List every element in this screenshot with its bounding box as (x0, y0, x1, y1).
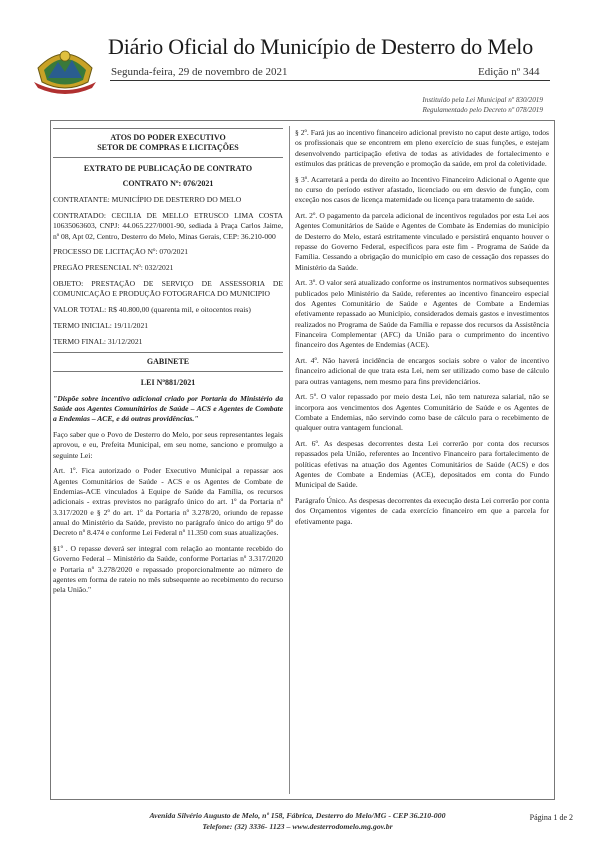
article-5: Art. 5º. O valor repassado por meio desta Lei, não tem natureza salarial, não se incorpora aos vencimentos dos Agentes Comunitário de Saúde e os Agentes de Combate a Endemias, não servindo como base de cálculo para o recebimento de qualquer outra vantagem funcional. (295, 392, 549, 433)
municipal-coat-of-arms-logo (30, 38, 100, 96)
law-preamble: Faço saber que o Povo de Desterro do Melo, por seus representantes legais aprovou, e eu, Prefeita Municipal, em seu nome, sanciono e promulgo a seguinte Lei: (53, 429, 283, 460)
regulation-decree-line: Regulamentado pelo Decreto nº 078/2019 (422, 106, 543, 114)
article-2: Art. 2º. O pagamento da parcela adicional de incentivos regulados por esta Lei aos Agentes Comunitários de Saúde e Agentes de Combate às Endemias do município de Desterro do Melo, estará estritamente vinculado e persistirá enquanto houver o repasse do Governo Federal, específicos para este fim - Programa de Saúde da Família. Cessando a obrigação do município em caso de cessação dos repasses do Ministério da Saúde. (295, 211, 549, 272)
gazette-title: Diário Oficial do Município de Desterro do Melo (108, 34, 533, 59)
contract-number: CONTRATO Nº: 076/2021 (122, 179, 214, 189)
start-term: TERMO INICIAL: 19/11/2021 (53, 320, 149, 330)
extract-title: EXTRATO DE PUBLICAÇÃO DE CONTRATO (83, 163, 253, 173)
auction-number: PREGÃO PRESENCIAL Nº: 032/2021 (53, 263, 174, 273)
end-term: TERMO FINAL: 31/12/2021 (53, 336, 143, 346)
sole-paragraph: Parágrafo Único. As despesas decorrentes da execução desta Lei correrão por conta dos Orçamentos vigentes de cada exercício financeiro em que a parcela for efetivamente paga. (295, 496, 549, 526)
article-3: Art. 3º. O valor será atualizado conforme os instrumentos normativos subsequentes publicados pelo Ministério da Saúde, referentes ao incentivo financeiro especial dos Agentes Comunitário de Saúde e Agentes de Combate a Endemias efetivamente repassado ao Município, considerados demais gastos e investimentos realizados no Programa de Saúde da Família e repasse dos recursos da Assistência Financeira Complementar (AFC) da União para o cumprimento do incentivo financeiro dos Agentes de Endemias (ACE). (295, 278, 549, 350)
total-value: VALOR TOTAL: R$ 40.800,00 (quarenta mil, e oitocentos reais) (53, 305, 251, 315)
section-procurement: SETOR DE COMPRAS E LICITAÇÕES (97, 143, 239, 153)
paragraph-2: § 2º. Fará jus ao incentivo financeiro adicional previsto no caput deste artigo, todos os profissionais que se encontrem em pleno exercício de suas funções, e estejam desenvolvendo participação efetiva de todas as atividades de fortalecimento e estímulos das práticas de prevenção e promoção da saúde, em prol da coletividade. (295, 128, 549, 168)
article-4: Art. 4º. Não haverá incidência de encargos sociais sobre o valor de incentivo financeiro adicional de que trata esta Lei, nem ser utilizado como base de cálculo para outras vantagens, nem mesmo para fins previdenciários. (295, 355, 549, 386)
contract-object: OBJETO: PRESTAÇÃO DE SERVIÇO DE ASSESSORIA DE COMUNICAÇÃO E PRODUÇÃO FOTOGRAFICA DO MUNICIPIO (53, 278, 283, 299)
paragraph-3: § 3º. Acarretará a perda do direito ao Incentivo Financeiro Adicional o Agente que no curso do período estiver afastado, licenciado ou em desvio de função, com exceção nos casos de licença maternidade ou licença para tratamento de saúde. (295, 174, 549, 205)
contracting-party: CONTRATANTE: MUNICÍPIO DE DESTERRO DO MELO (53, 195, 242, 205)
contracted-party: CONTRATADO: CECILIA DE MELLO ETRUSCO LIMA COSTA 10635063603, CNPJ: 44.065.227/0001-90, sediada à Praça Carlos Jaime, nº 08, Apt 02, Centro, Desterro do Melo, Minas Gerais, CEP: 36.210-000 (53, 210, 283, 241)
law-number: LEI Nº881/2021 (140, 377, 196, 387)
left-column (53, 128, 283, 601)
section-cabinet: GABINETE (146, 357, 190, 367)
law-summary: "Dispõe sobre incentivo adicional criado por Portaria do Ministério da Saúde aos Agentes Comunitários de Saúde – ACS e Agentes de Combate a Endemias – ACE, e dá outras providências." (53, 393, 283, 424)
section-executive-acts: ATOS DO PODER EXECUTIVO (110, 133, 226, 142)
publication-date: Segunda-feira, 29 de novembro de 2021 (111, 66, 288, 78)
article-6: Art. 6º. As despesas decorrentes desta Lei correrão por conta dos recursos repassados pela União, referentes ao Incentivo Financeiro para fortalecimento de políticas efetivas na atuação dos Agentes Comunitários de Saúde (ACS) e dos Agentes de Combate a Endemias (ACE), depositados em conta do Fundo Municipal de Saúde. (295, 439, 549, 490)
executive-section-header (53, 128, 283, 158)
bidding-process: PROCESSO DE LICITAÇÃO Nº: 070/2021 (53, 247, 189, 257)
paragraph-1: §1º . O repasse deverá ser integral com relação ao montante recebido do Governo Federal – Ministério da Saúde, conforme Portarias nº 3.317/2020 e Portaria nº 3.278/2020 e repassado proporcionalmente ao número de agentes em forma de rateio no mês subsequente ao recebimento do recurso pela União." (53, 543, 283, 595)
header-divider (110, 80, 550, 81)
article-1: Art. 1º. Fica autorizado o Poder Executivo Municipal a repassar aos Agentes Comunitários de Saúde - ACS e os Agentes de Combate de Endemias-ACE vinculados à Equipe de Saúde da Família, os recursos adicionais - extras previstos no parágrafo único do art. 1º da Portaria nº 3.317/2020 e § 2º do art. 1º da Portaria nº 3.278/20, oriundo de repasse anual do Ministério da Saúde, previsto no parágrafo único do artigo 9º do Decreto nº 8.474 e conforme Lei Federal nº 11.350 com suas atualizações. (53, 466, 283, 538)
column-divider (289, 126, 290, 794)
institution-law-line: Instituído pela Lei Municipal nº 830/2019 (422, 96, 543, 104)
right-column (295, 128, 549, 532)
footer-address: Avenida Silvério Augusto de Melo, nº 158, Fábrica, Desterro do Melo/MG - CEP 36.210-000 (149, 811, 446, 820)
footer-contact: Telefone: (32) 3336- 1123 – www.desterrodomelo.mg.gov.br (202, 822, 393, 831)
cabinet-section-header (53, 352, 283, 371)
edition-number: Edição nº 344 (478, 66, 540, 78)
page-indicator: Página 1 de 2 (529, 813, 573, 822)
